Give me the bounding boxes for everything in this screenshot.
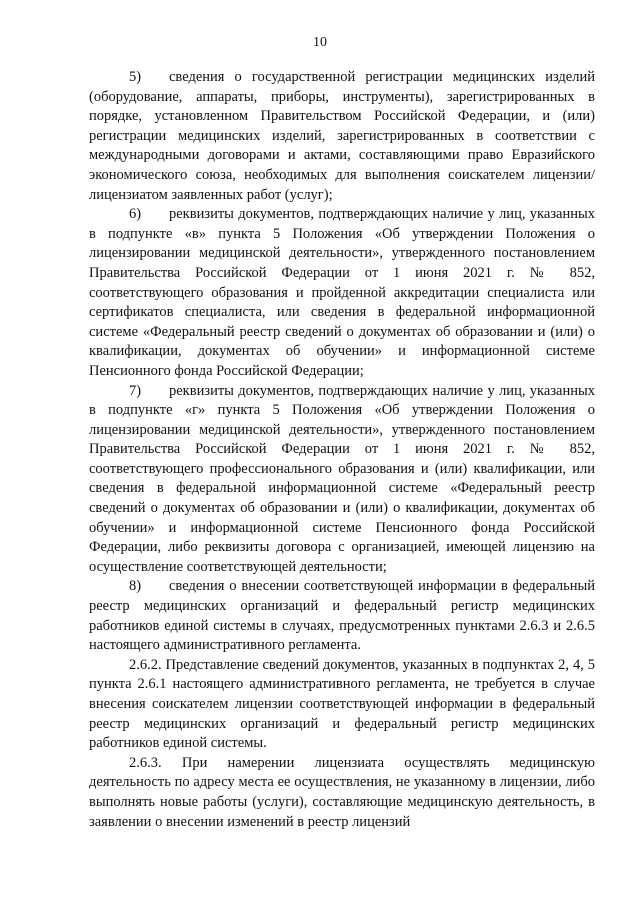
clause-2-6-3: 2.6.3. При намерении лицензиата осуществлять медицинскую деятельность по адресу места ее осуществления, не указанному в лицензии, либо выполнять новые работы (услуги), составляющие медицинскую деятельность, в заявлении о внесении изменений в реестр лицензий: [89, 754, 595, 830]
list-item-number: 6): [129, 206, 142, 223]
document-body: [89, 68, 595, 832]
list-item-number: 5): [129, 69, 142, 85]
list-item-text: реквизиты документов, подтверждающих наличие у лиц, указанных в подпункте «в» пункта 5 Положения «Об утверждении Положения о лицензировании медицинской деятельности», утвержденного постановлением Правительства Российской Федерации от 1 июня 2021 г. № 852, соответствующего образования и пройденной аккредитации специалиста или сертификатов специалиста, или сведения в федеральной информационной системе «Федеральный реестр сведений о документах об образовании и (или) о квалификации, документах об обучении» и информационной системе Пенсионного фонда Российской Федерации;: [89, 206, 595, 379]
clause-2-6-2: 2.6.2. Представление сведений документов, указанных в подпунктах 2, 4, 5 пункта 2.6.1 настоящего административного регламента, не требуется в случае внесения соискателем лицензии соответствующей информации в федеральный реестр медицинских организаций и федеральный регистр медицинских работников единой системы.: [89, 656, 595, 752]
list-item-text: сведения о внесении соответствующей информации в федеральный реестр медицинских организаций и федеральный регистр медицинских работников единой системы в случаях, предусмотренных пунктами 2.6.3 и 2.6.5 настоящего административного регламента.: [89, 578, 595, 654]
list-item-8: [89, 577, 595, 655]
list-item-text: сведения о государственной регистрации медицинских изделий (оборудование, аппараты, приборы, инструменты), зарегистрированных в порядке, установленном Правительством Российской Федерации, и (или) регистрации медицинских изделий, зарегистрированных в соответствии с международными договорами и актами, составляющими право Евразийского экономического союза, необходимых для выполнения соискателем лицензии/ лицензиатом заявленных работ (услуг);: [89, 69, 595, 203]
list-item-text: реквизиты документов, подтверждающих наличие у лиц, указанных в подпункте «г» пункта 5 Положения «Об утверждении Положения о лицензировании медицинской деятельности», утвержденного постановлением Правительства Российской Федерации от 1 июня 2021 г. № 852, соответствующего профессионального образования и (или) квалификации, или сведения в федеральной информационной системе «Федеральный реестр сведений о документах об образовании и (или) о квалификации, документах об обучении» и информационной системе Пенсионного фонда Российской Федерации, либо реквизиты договора с организацией, имеющей лицензию на осуществление соответствующей деятельности;: [89, 382, 595, 575]
list-item-number: 7): [129, 382, 142, 399]
list-item-7: [89, 382, 595, 578]
page-number: 10: [313, 35, 327, 50]
list-item-5: [89, 68, 595, 205]
list-item-6: [89, 205, 595, 381]
list-item-number: 8): [129, 578, 142, 595]
